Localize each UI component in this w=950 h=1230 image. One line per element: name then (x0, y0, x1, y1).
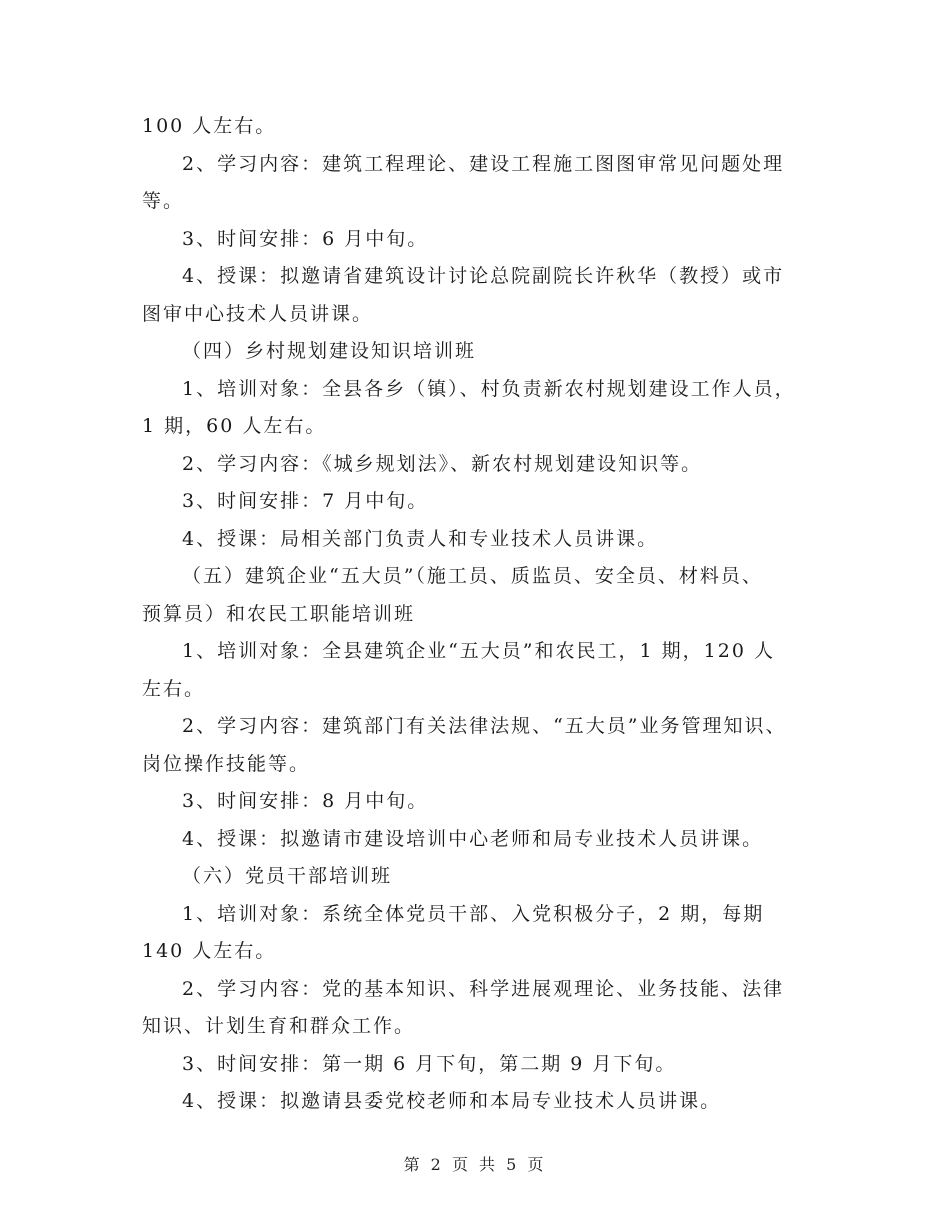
text-line: 知识、计划生育和群众工作。 (142, 1015, 416, 1037)
text-line: 4、授课：局相关部门负责人和专业技术人员讲课。 (182, 527, 659, 550)
text-line: 3、时间安排：第一期 6 月下旬，第二期 9 月下旬。 (182, 1052, 677, 1075)
text-line: 4、授课：拟邀请省建筑设计讨论总院副院长许秋华（教授）或市 (182, 265, 785, 287)
text-line: 2、学习内容：建筑部门有关法律法规、“五大员”业务管理知识、 (182, 715, 787, 737)
text-line: 1、培训对象：系统全体党员干部、入党积极分子，2 期，每期 (182, 902, 765, 925)
text-line: 岗位操作技能等。 (142, 752, 311, 775)
document-body (142, 108, 808, 1121)
section-heading: （五）建筑企业“五大员”（施工员、质监员、安全员、材料员、 (182, 565, 763, 587)
text-line: 预算员）和农民工职能培训班 (142, 602, 416, 625)
text-line: 140 人左右。 (142, 940, 277, 962)
text-line: 1 期，60 人左右。 (142, 415, 327, 437)
text-line: 2、学习内容：《城乡规划法》、新农村规划建设知识等。 (182, 452, 703, 475)
text-line: 3、时间安排：8 月中旬。 (182, 790, 429, 812)
text-line: 2、学习内容：建筑工程理论、建设工程施工图图审常见问题处理 (182, 152, 785, 175)
text-line: 3、时间安排：7 月中旬。 (182, 490, 429, 512)
section-heading: （四）乡村规划建设知识培训班 (182, 340, 477, 362)
text-line: 100 人左右。 (142, 115, 277, 137)
page-footer: 第 2 页 共 5 页 (403, 1155, 547, 1174)
text-line: 图审中心技术人员讲课。 (142, 302, 374, 325)
text-line: 1、培训对象：全县各乡（镇）、村负责新农村规划建设工作人员， (182, 377, 796, 400)
text-line: 等。 (142, 190, 185, 212)
section-heading: （六）党员干部培训班 (182, 865, 393, 887)
text-line: 左右。 (142, 677, 206, 700)
text-line: 3、时间安排：6 月中旬。 (182, 227, 429, 250)
text-line: 1、培训对象：全县建筑企业“五大员”和农民工，1 期，120 人 (182, 640, 775, 662)
text-line: 2、学习内容：党的基本知识、科学进展观理论、业务技能、法律 (182, 977, 785, 1000)
text-line: 4、授课：拟邀请市建设培训中心老师和局专业技术人员讲课。 (182, 827, 764, 850)
text-line: 4、授课：拟邀请县委党校老师和本局专业技术人员讲课。 (182, 1090, 722, 1112)
